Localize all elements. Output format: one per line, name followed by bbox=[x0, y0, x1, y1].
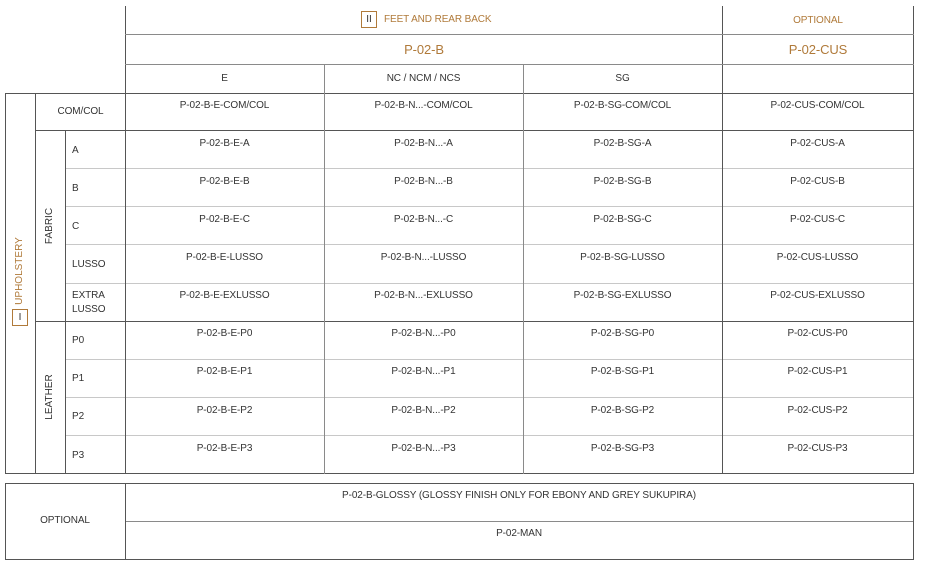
row-label-b: B bbox=[72, 183, 79, 194]
optional-item-man: P-02-MAN bbox=[496, 528, 542, 539]
upholstery-numeral-box: I bbox=[12, 309, 28, 326]
upholstery-divider bbox=[35, 93, 36, 474]
row-rule-lusso bbox=[65, 283, 914, 284]
upholstery-label: UPHOLSTERY bbox=[14, 237, 25, 305]
cell: P-02-B-SG-A bbox=[593, 138, 652, 149]
row-rule-p1 bbox=[65, 397, 914, 398]
model-main-title: P-02-B bbox=[404, 42, 444, 57]
optional-table-label: OPTIONAL bbox=[40, 515, 90, 526]
cell: P-02-CUS-LUSSO bbox=[776, 252, 859, 263]
cell: P-02-B-E-C bbox=[199, 214, 250, 225]
row-label-c: C bbox=[72, 221, 80, 232]
table-bottom-rule bbox=[5, 473, 914, 474]
cell: P-02-B-E-A bbox=[199, 138, 250, 149]
cell: P-02-B-E-EXLUSSO bbox=[179, 290, 270, 301]
row-label-lusso: LUSSO bbox=[72, 259, 106, 270]
cell: P-02-B-SG-LUSSO bbox=[580, 252, 665, 263]
section-title: FEET AND REAR BACK bbox=[384, 14, 492, 25]
cell: P-02-CUS-B bbox=[790, 176, 845, 187]
cell: P-02-B-SG-B bbox=[593, 176, 652, 187]
cell: P-02-B-N...-P1 bbox=[391, 366, 456, 377]
cell: P-02-B-E-P3 bbox=[196, 443, 253, 454]
header-rule-1 bbox=[125, 34, 914, 35]
row-label-com-col: COM/COL bbox=[57, 106, 104, 117]
cell: P-02-B-N...-B bbox=[394, 176, 453, 187]
cell: P-02-B-SG-C bbox=[593, 214, 652, 225]
row-rule-a bbox=[65, 168, 914, 169]
row-label-p2: P2 bbox=[72, 411, 85, 422]
cell: P-02-CUS-EXLUSSO bbox=[770, 290, 865, 301]
cell: P-02-B-N...-C bbox=[393, 214, 454, 225]
cell: P-02-B-N...-COM/COL bbox=[374, 100, 473, 111]
cell: P-02-CUS-P1 bbox=[787, 366, 848, 377]
row-rule-b bbox=[65, 206, 914, 207]
cell: P-02-CUS-A bbox=[790, 138, 845, 149]
table-top-rule bbox=[5, 93, 914, 94]
cell: P-02-B-E-P2 bbox=[196, 405, 253, 416]
header-right-border bbox=[913, 6, 914, 94]
group-divider bbox=[65, 130, 66, 474]
row-rule-c bbox=[65, 244, 914, 245]
row-rule-p0 bbox=[65, 359, 914, 360]
cell: P-02-B-E-P0 bbox=[196, 328, 253, 339]
column-header-nc: NC / NCM / NCS bbox=[386, 73, 461, 84]
cell: P-02-CUS-P0 bbox=[787, 328, 848, 339]
model-optional-title: P-02-CUS bbox=[788, 42, 848, 57]
com-col-bottom-rule bbox=[35, 130, 914, 131]
fabric-label: FABRIC bbox=[44, 207, 55, 245]
header-rule-2 bbox=[125, 64, 914, 65]
row-label-p0: P0 bbox=[72, 335, 85, 346]
cell: P-02-B-SG-P2 bbox=[590, 405, 655, 416]
cell: P-02-B-E-COM/COL bbox=[179, 100, 270, 111]
cell: P-02-B-SG-COM/COL bbox=[573, 100, 672, 111]
row-label-extra-lusso: LUSSO bbox=[72, 304, 106, 315]
cell: P-02-B-E-B bbox=[199, 176, 250, 187]
cell: P-02-CUS-COM/COL bbox=[770, 100, 865, 111]
cell: P-02-B-SG-P1 bbox=[590, 366, 655, 377]
column-header-e: E bbox=[221, 73, 228, 84]
cell: P-02-CUS-P2 bbox=[787, 405, 848, 416]
cell: P-02-B-N...-P0 bbox=[391, 328, 456, 339]
fabric-bottom-rule bbox=[35, 321, 914, 322]
optional-item-glossy: P-02-B-GLOSSY (GLOSSY FINISH ONLY FOR EBONY AND GREY SUKUPIRA) bbox=[342, 490, 696, 501]
column-header-sg: SG bbox=[615, 73, 630, 84]
cell: P-02-CUS-C bbox=[789, 214, 846, 225]
optional-bottom-rule bbox=[5, 559, 914, 560]
row-rule-p2 bbox=[65, 435, 914, 436]
optional-mid-rule bbox=[125, 521, 914, 522]
optional-top-rule bbox=[5, 483, 914, 484]
cell: P-02-B-SG-P0 bbox=[590, 328, 655, 339]
optional-header: OPTIONAL bbox=[793, 15, 843, 26]
cell: P-02-B-N...-P2 bbox=[391, 405, 456, 416]
section-numeral-box: II bbox=[361, 11, 377, 28]
row-label-extra: EXTRA bbox=[72, 290, 105, 301]
cell: P-02-B-E-LUSSO bbox=[186, 252, 263, 263]
cell: P-02-CUS-P3 bbox=[787, 443, 848, 454]
leather-label: LEATHER bbox=[44, 374, 55, 420]
cell: P-02-B-N...-A bbox=[394, 138, 453, 149]
cell: P-02-B-N...-LUSSO bbox=[380, 252, 467, 263]
table-left-border bbox=[5, 93, 6, 474]
row-label-a: A bbox=[72, 145, 79, 156]
cell: P-02-B-SG-EXLUSSO bbox=[573, 290, 672, 301]
row-label-p1: P1 bbox=[72, 373, 85, 384]
optional-right-border bbox=[913, 483, 914, 560]
cell: P-02-B-N...-P3 bbox=[391, 443, 456, 454]
table-right-border bbox=[913, 93, 914, 474]
row-label-p3: P3 bbox=[72, 450, 85, 461]
cell: P-02-B-E-P1 bbox=[196, 366, 253, 377]
cell: P-02-B-SG-P3 bbox=[590, 443, 655, 454]
cell: P-02-B-N...-EXLUSSO bbox=[374, 290, 473, 301]
